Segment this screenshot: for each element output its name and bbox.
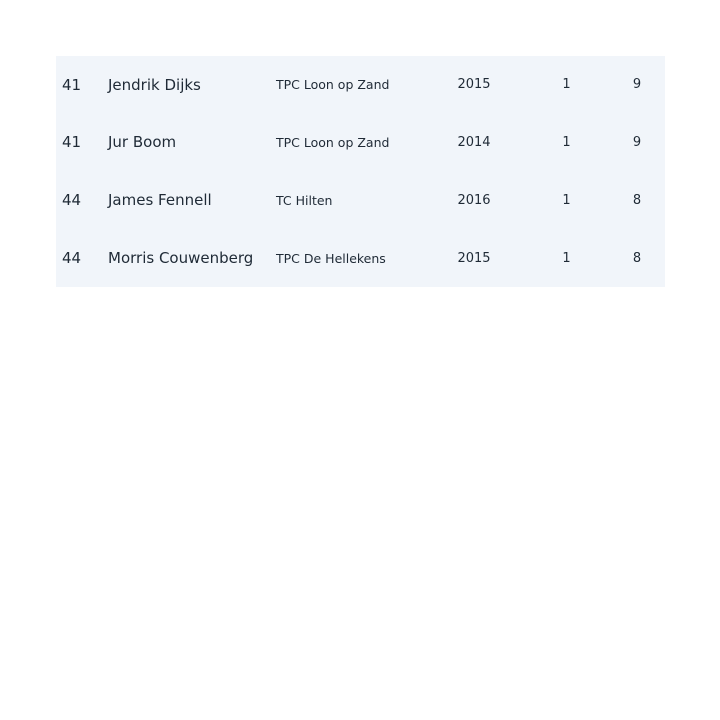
ranking-table [56,56,665,287]
club-cell: TC Hilten [276,192,333,208]
count-cell: 1 [562,77,571,92]
count-cell: 1 [562,192,571,208]
rank-cell: 41 [62,75,82,94]
count-cell: 1 [562,250,571,266]
player-name-cell: James Fennell [108,191,212,209]
table-row [56,56,665,113]
points-cell: 8 [632,192,642,208]
year-cell: 2015 [457,77,491,92]
year-cell: 2015 [457,250,491,266]
player-name-cell: Morris Couwenberg [108,249,254,267]
club-cell: TPC Loon op Zand [276,134,390,150]
table-row [56,113,665,171]
rank-cell: 41 [62,133,82,151]
points-cell: 9 [632,134,642,150]
table-row [56,171,665,229]
rank-cell: 44 [62,249,82,267]
club-cell: TPC Loon op Zand [276,77,390,92]
year-cell: 2014 [457,134,491,150]
player-name-cell: Jur Boom [108,133,177,151]
player-name-cell: Jendrik Dijks [108,75,201,94]
table-row [56,229,665,287]
points-cell: 8 [632,250,642,266]
rank-cell: 44 [62,191,82,209]
points-cell: 9 [632,77,642,92]
club-cell: TPC De Hellekens [276,250,386,266]
count-cell: 1 [562,134,571,150]
year-cell: 2016 [457,192,491,208]
